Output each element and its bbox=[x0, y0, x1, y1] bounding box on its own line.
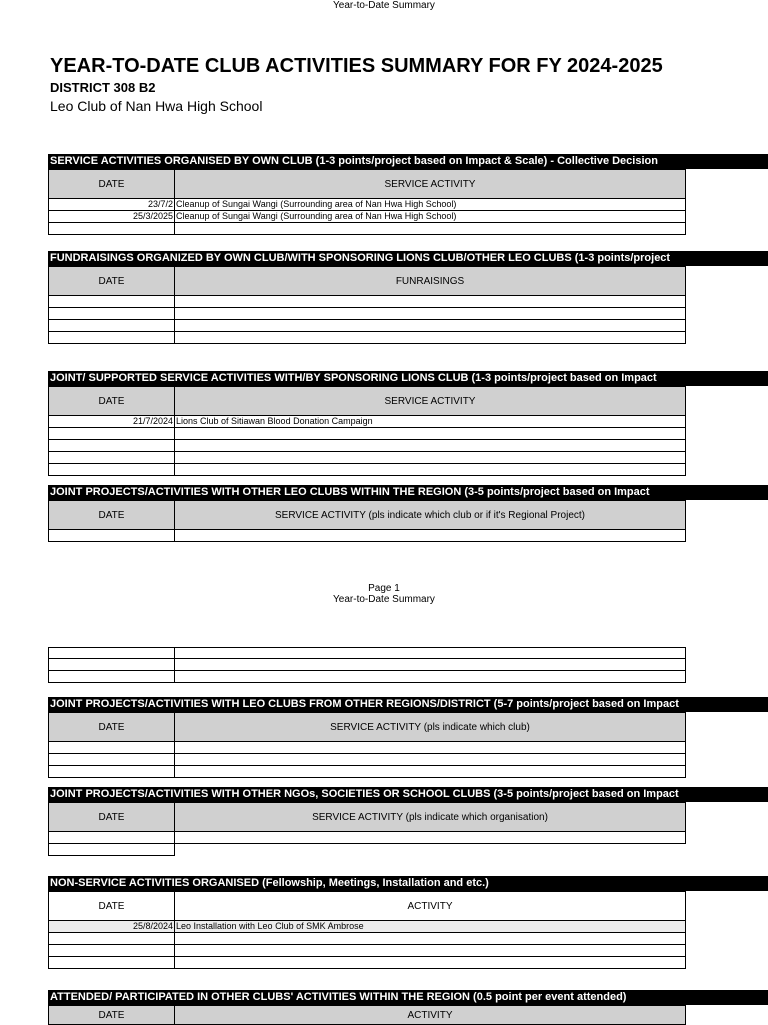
activity-column-header: SERVICE ACTIVITY (pls indicate which club or if it's Regional Project) bbox=[275, 509, 585, 521]
club-name: Leo Club of Nan Hwa High School bbox=[50, 98, 263, 114]
table-row bbox=[48, 933, 686, 945]
section-header: JOINT PROJECTS/ACTIVITIES WITH OTHER LEO CLUBS WITHIN THE REGION (3-5 points/project based on Impact bbox=[48, 485, 768, 500]
table-row bbox=[48, 464, 686, 476]
document-title: YEAR-TO-DATE CLUB ACTIVITIES SUMMARY FOR FY 2024-2025 bbox=[50, 55, 663, 77]
activity-cell bbox=[175, 440, 685, 451]
activity-cell bbox=[175, 464, 685, 475]
date-cell bbox=[49, 452, 175, 463]
table-row bbox=[48, 832, 686, 844]
activity-cell bbox=[175, 766, 685, 777]
date-cell bbox=[49, 320, 175, 331]
table-row bbox=[48, 199, 686, 211]
activity-cell bbox=[175, 957, 685, 968]
activity-cell bbox=[175, 832, 685, 843]
activity-column-header: ACTIVITY bbox=[407, 900, 453, 912]
table-row bbox=[48, 530, 686, 542]
column-header-row bbox=[48, 891, 686, 921]
table-row bbox=[48, 211, 686, 223]
table-row bbox=[48, 671, 686, 683]
activity-cell bbox=[175, 332, 685, 343]
table-row bbox=[48, 945, 686, 957]
district-label: DISTRICT 308 B2 bbox=[50, 80, 156, 95]
date-column-header: DATE bbox=[49, 892, 175, 920]
table-row bbox=[48, 332, 686, 344]
activity-cell bbox=[175, 742, 685, 753]
section-attended-other-clubs bbox=[48, 990, 686, 1025]
section-joint-lions-service bbox=[48, 371, 686, 476]
date-cell bbox=[49, 308, 175, 319]
section-joint-leo-other-regions bbox=[48, 697, 686, 778]
activity-cell: Cleanup of Sungai Wangi (Surrounding area of Nan Hwa High School) bbox=[176, 199, 457, 209]
activity-cell bbox=[175, 754, 685, 765]
date-cell bbox=[49, 742, 175, 753]
activity-cell: Lions Club of Sitiawan Blood Donation Campaign bbox=[176, 416, 373, 426]
date-cell: 21/7/2024 bbox=[49, 416, 175, 427]
table-row bbox=[48, 440, 686, 452]
section-joint-leo-region bbox=[48, 485, 686, 542]
activity-cell bbox=[175, 320, 685, 331]
table-row bbox=[48, 296, 686, 308]
activity-cell bbox=[175, 671, 685, 682]
activity-cell bbox=[175, 428, 685, 439]
date-cell bbox=[49, 832, 175, 843]
date-column-header: DATE bbox=[49, 387, 175, 415]
date-cell: 25/8/2024 bbox=[49, 921, 175, 932]
date-column-header: DATE bbox=[49, 713, 175, 741]
date-cell bbox=[49, 957, 175, 968]
section-header: FUNDRAISINGS ORGANIZED BY OWN CLUB/WITH SPONSORING LIONS CLUB/OTHER LEO CLUBS (1-3 points/project bbox=[48, 251, 768, 266]
section-joint-ngos-societies bbox=[48, 787, 686, 856]
section-header: JOINT PROJECTS/ACTIVITIES WITH OTHER NGOs, SOCIETIES OR SCHOOL CLUBS (3-5 points/project based on Impact bbox=[48, 787, 768, 802]
activity-cell bbox=[175, 530, 685, 541]
section-non-service-activities bbox=[48, 876, 686, 969]
activity-column-header: FUNRAISINGS bbox=[395, 275, 465, 287]
date-column-header: DATE bbox=[49, 170, 175, 198]
section-own-service-activities bbox=[48, 154, 686, 235]
column-header-row bbox=[48, 712, 686, 742]
date-cell bbox=[49, 332, 175, 343]
table-row bbox=[48, 452, 686, 464]
activity-cell: Cleanup of Sungai Wangi (Surrounding area of Nan Hwa High School) bbox=[176, 211, 457, 221]
table-row bbox=[48, 844, 175, 856]
activity-cell bbox=[175, 933, 685, 944]
page-number: Page 1 bbox=[368, 583, 400, 594]
date-cell bbox=[49, 766, 175, 777]
activity-cell bbox=[175, 308, 685, 319]
table-row bbox=[48, 766, 686, 778]
table-row bbox=[48, 754, 686, 766]
column-header-row bbox=[48, 266, 686, 296]
date-cell bbox=[49, 648, 175, 658]
activity-cell bbox=[175, 648, 685, 658]
activity-cell bbox=[175, 659, 685, 670]
table-row bbox=[48, 223, 686, 235]
table-row bbox=[48, 957, 686, 969]
date-cell bbox=[49, 464, 175, 475]
section-header: SERVICE ACTIVITIES ORGANISED BY OWN CLUB (1-3 points/project based on Impact & Scale) - Collective Decision bbox=[48, 154, 768, 169]
section-header: JOINT/ SUPPORTED SERVICE ACTIVITIES WITH/BY SPONSORING LIONS CLUB (1-3 points/project based on Impact bbox=[48, 371, 768, 386]
running-header-page-2: Year-to-Date Summary bbox=[333, 594, 435, 605]
section-header: ATTENDED/ PARTICIPATED IN OTHER CLUBS' ACTIVITIES WITHIN THE REGION (0.5 point per event attended) bbox=[48, 990, 768, 1005]
table-row bbox=[48, 320, 686, 332]
activity-column-header: SERVICE ACTIVITY (pls indicate which organisation) bbox=[312, 811, 548, 823]
table-row bbox=[48, 647, 686, 659]
column-header-row bbox=[48, 1005, 686, 1025]
date-cell: 25/3/2025 bbox=[49, 211, 175, 222]
activity-column-header: SERVICE ACTIVITY bbox=[384, 178, 476, 190]
activity-column-header: ACTIVITY bbox=[407, 1009, 453, 1021]
activity-column-header: SERVICE ACTIVITY (pls indicate which club) bbox=[330, 721, 530, 733]
activity-cell bbox=[175, 452, 685, 463]
date-cell bbox=[49, 296, 175, 307]
date-column-header: DATE bbox=[49, 1006, 175, 1024]
date-cell bbox=[49, 223, 175, 234]
date-cell: 23/7/2 bbox=[49, 199, 175, 210]
section-fundraisings bbox=[48, 251, 686, 344]
date-cell bbox=[49, 440, 175, 451]
date-cell bbox=[49, 945, 175, 956]
table-row bbox=[48, 659, 686, 671]
column-header-row bbox=[48, 500, 686, 530]
column-header-row bbox=[48, 169, 686, 199]
date-cell bbox=[49, 530, 175, 541]
activity-cell bbox=[175, 945, 685, 956]
running-header: Year-to-Date Summary bbox=[333, 0, 435, 11]
table-row bbox=[48, 742, 686, 754]
section-header: NON-SERVICE ACTIVITIES ORGANISED (Fellowship, Meetings, Installation and etc.) bbox=[48, 876, 768, 891]
column-header-row bbox=[48, 802, 686, 832]
date-column-header: DATE bbox=[49, 501, 175, 529]
activity-cell bbox=[175, 223, 685, 234]
section-joint-leo-region-continued bbox=[48, 647, 686, 683]
activity-cell: Leo Installation with Leo Club of SMK Ambrose bbox=[176, 921, 364, 931]
date-column-header: DATE bbox=[49, 803, 175, 831]
section-header: JOINT PROJECTS/ACTIVITIES WITH LEO CLUBS FROM OTHER REGIONS/DISTRICT (5-7 points/project based on Impact bbox=[48, 697, 768, 712]
date-cell bbox=[49, 671, 175, 682]
activity-cell bbox=[175, 296, 685, 307]
date-cell bbox=[49, 933, 175, 944]
table-row bbox=[48, 428, 686, 440]
table-row bbox=[48, 921, 686, 933]
date-column-header: DATE bbox=[49, 267, 175, 295]
table-row bbox=[48, 416, 686, 428]
column-header-row bbox=[48, 386, 686, 416]
date-cell bbox=[49, 659, 175, 670]
table-row bbox=[48, 308, 686, 320]
date-cell bbox=[49, 844, 174, 855]
date-cell bbox=[49, 754, 175, 765]
activity-column-header: SERVICE ACTIVITY bbox=[384, 395, 476, 407]
date-cell bbox=[49, 428, 175, 439]
